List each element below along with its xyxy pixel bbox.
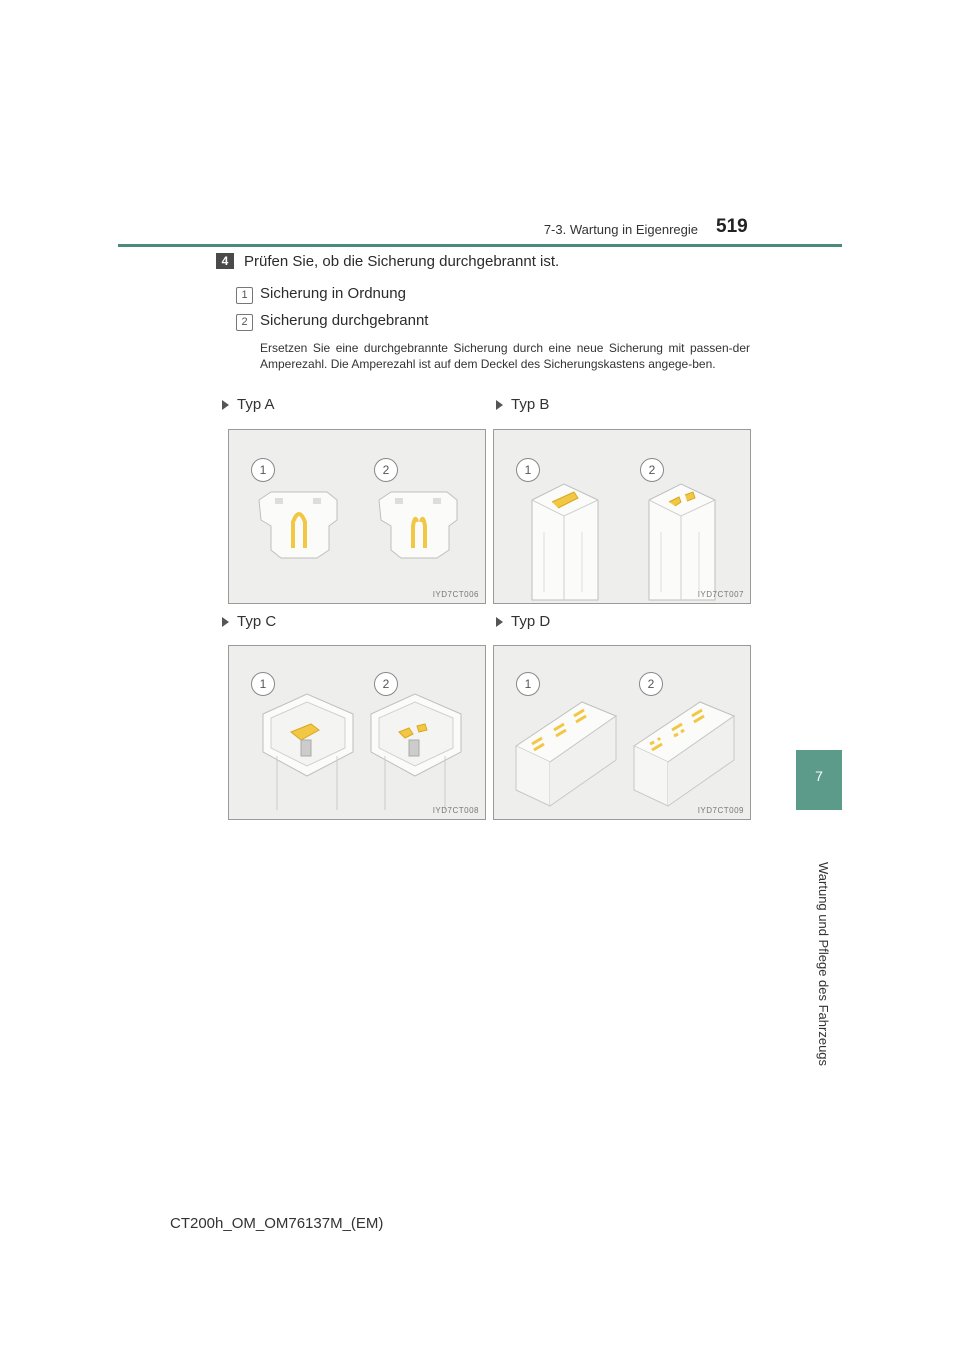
type-d-label <box>496 613 550 630</box>
item-fuse-blown: Sicherung durchgebrannt <box>260 312 429 329</box>
triangle-bullet-icon <box>222 400 229 410</box>
item-number-badge: 1 <box>236 287 253 304</box>
document-code: CT200h_OM_OM76137M_(EM) <box>170 1215 384 1232</box>
figure-label-ok: 1 <box>516 458 540 482</box>
type-b-text: Typ B <box>511 396 550 413</box>
figure-type-a <box>228 429 486 604</box>
item-fuse-ok: Sicherung in Ordnung <box>260 285 406 302</box>
step-text: Prüfen Sie, ob die Sicherung durchgebrannt ist. <box>244 253 560 270</box>
figure-type-c <box>228 645 486 820</box>
item-number-badge: 2 <box>236 314 253 331</box>
section-title: 7-3. Wartung in Eigenregie <box>543 222 698 237</box>
figure-label-ok: 1 <box>251 672 275 696</box>
step-number-badge: 4 <box>216 253 234 269</box>
type-d-text: Typ D <box>511 613 551 630</box>
figure-label-ok: 1 <box>516 672 540 696</box>
figure-label-blown: 2 <box>374 672 398 696</box>
triangle-bullet-icon <box>496 400 503 410</box>
type-a-label <box>222 396 275 413</box>
chapter-number: 7 <box>815 768 823 784</box>
figure-label-blown: 2 <box>640 458 664 482</box>
type-c-label <box>222 613 276 630</box>
chapter-label: Wartung und Pflege des Fahrzeugs <box>816 862 831 1067</box>
page-number: 519 <box>716 216 748 237</box>
figure-code: IYD7CT009 <box>697 806 744 815</box>
figure-type-b <box>493 429 751 604</box>
figure-type-d <box>493 645 751 820</box>
replacement-note: Ersetzen Sie eine durchgebrannte Sicherung durch eine neue Sicherung mit passen-der Amperezahl. Die Amperezahl ist auf dem Deckel des Sicherungskastens angege-ben. <box>260 341 750 371</box>
figure-label-ok: 1 <box>251 458 275 482</box>
figure-code: IYD7CT007 <box>697 590 744 599</box>
header-rule <box>118 244 842 247</box>
figure-label-blown: 2 <box>374 458 398 482</box>
figure-label-blown: 2 <box>639 672 663 696</box>
fuse-type-b-illustration <box>494 430 752 605</box>
type-b-label <box>496 396 549 413</box>
triangle-bullet-icon <box>496 617 503 627</box>
type-a-text: Typ A <box>237 396 275 413</box>
fuse-type-a-illustration <box>229 430 487 605</box>
figure-code: IYD7CT006 <box>432 590 479 599</box>
figure-code: IYD7CT008 <box>432 806 479 815</box>
triangle-bullet-icon <box>222 617 229 627</box>
type-c-text: Typ C <box>237 613 277 630</box>
